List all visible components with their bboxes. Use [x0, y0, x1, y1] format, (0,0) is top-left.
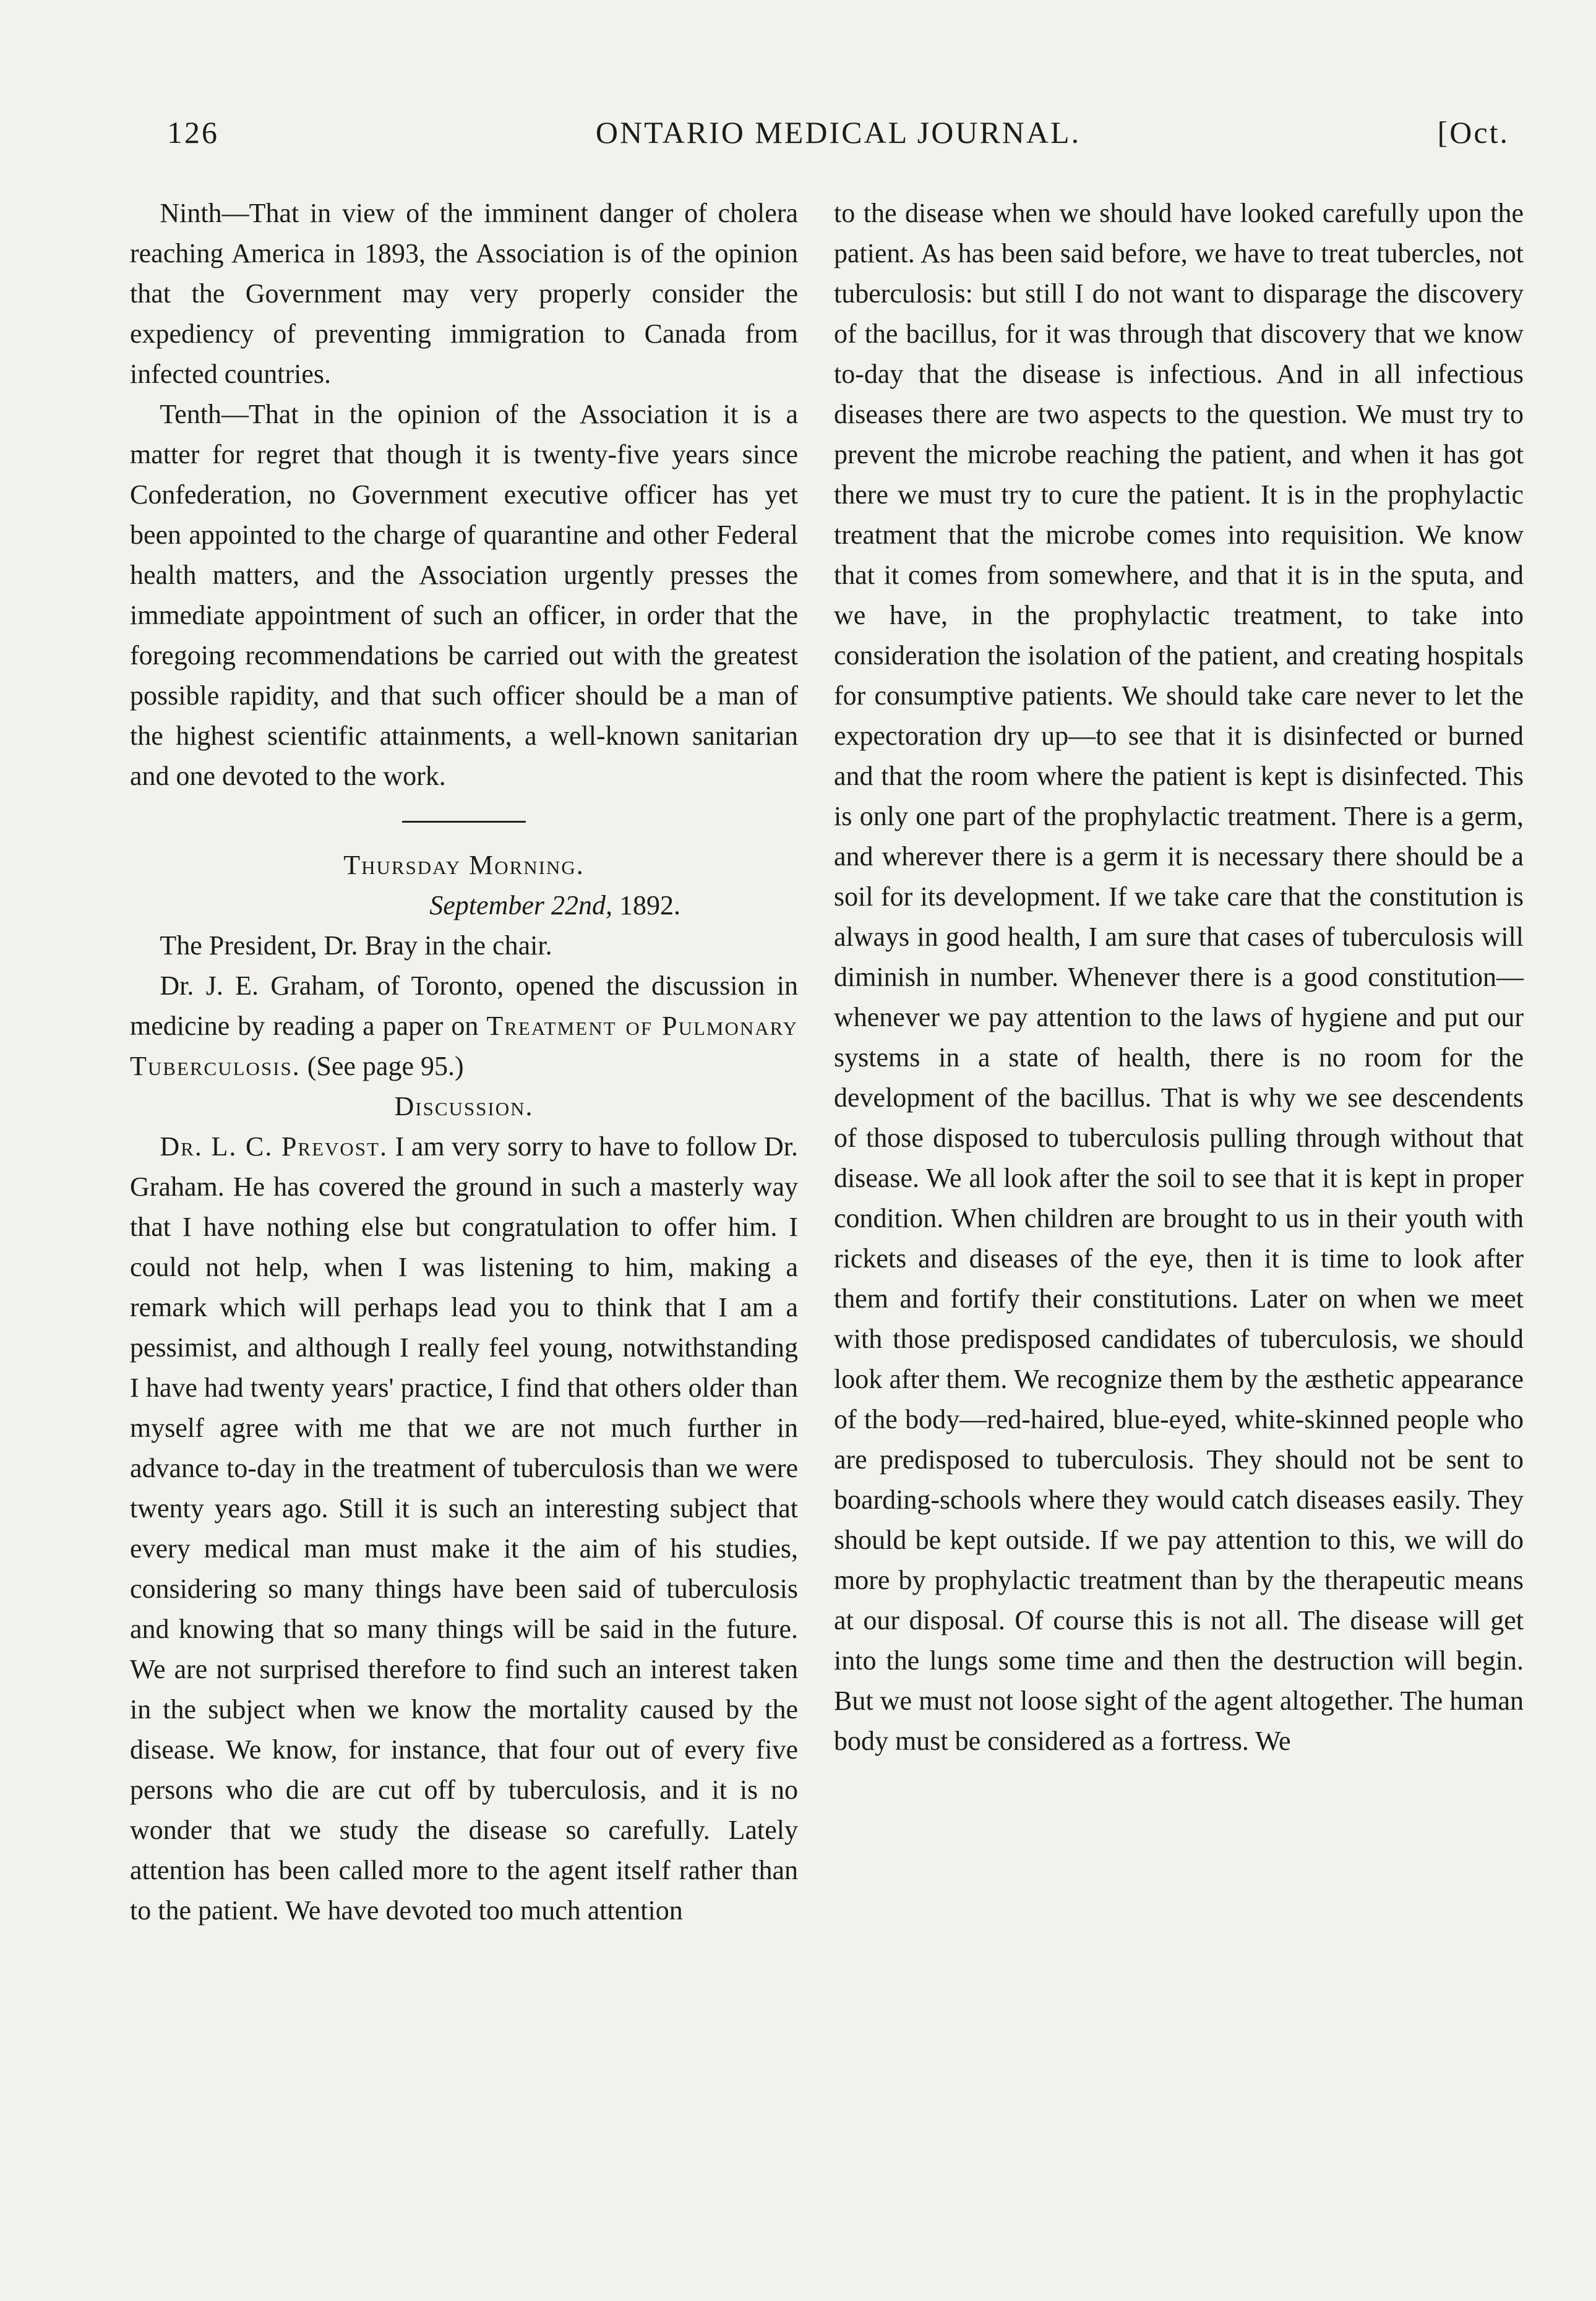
section-divider: [402, 821, 526, 823]
resolution-ninth: Ninth—That in view of the imminent danger of cholera reaching America in 1893, the Association is of the opinion that the Government may very properly consider the expediency of preventing immigration to Canada from infected countries.: [130, 198, 798, 389]
running-header: [167, 114, 1509, 164]
page-number: 126: [167, 115, 219, 150]
speaker-name: Dr. L. C. Prevost.: [160, 1131, 388, 1162]
session-date: [130, 885, 798, 925]
graham-paragraph: [130, 966, 798, 1086]
session-date-italic: September 22nd,: [429, 890, 612, 920]
right-column: [834, 193, 1524, 1761]
prevost-text: I am very sorry to have to follow Dr. Graham. He has covered the ground in such a masterly way that I have nothing else but congratulation to offer him. I could not help, when I was listening to him, making a remark which will perhaps lead you to think that I am a pessimist, and although I really feel young, notwithstanding I have had twenty years' practice, I find that others older than myself agree with me that we are not much further in advance to-day in the treatment of tuberculosis than we were twenty years ago. Still it is such an interesting subject that every medical man must make it the aim of his studies, considering so many things have been said of tuberculosis and knowing that so many things will be said in the future. We are not surprised therefore to find such an interest taken in the subject when we know the mortality caused by the disease. We know, for instance, that four out of every five persons who die are cut off by tuberculosis, and it is no wonder that we study the disease so carefully. Lately attention has been called more to the agent itself rather than to the patient. We have devoted too much attention: [130, 1131, 798, 1926]
session-date-year: 1892.: [612, 890, 680, 920]
graham-text-1: Dr. J. E. Graham, of Toronto, opened the discussion in medicine by reading a paper on: [130, 971, 798, 1041]
discussion-heading: Discussion.: [394, 1091, 534, 1121]
graham-text-2: (See page 95.): [300, 1051, 464, 1081]
session-heading: Thursday Morning.: [343, 850, 585, 880]
resolution-tenth: Tenth—That in the opinion of the Association it is a matter for regret that though it is twenty-five years since Confederation, no Government executive officer has yet been appointed to the charge of quarantine and other Federal health matters, and the Association urgently presses the immediate appointment of such an officer, in order that the foregoing recommendations be carried out with the greatest possible rapidity, and that such officer should be a man of the highest scientific attainments, a well-known sanitarian and one devoted to the work.: [130, 399, 798, 791]
paper-title: Treatment of Pulmonary Tuberculosis.: [130, 1011, 799, 1081]
prevost-continued: to the disease when we should have looked carefully upon the patient. As has been said before, we have to treat tubercles, not tuberculosis: but still I do not want to disparage the discovery of the bacillus, for it was through that discovery that we know to-day that the disease is infectious. And in all infectious diseases there are two aspects to the question. We must try to prevent the microbe reaching the patient, and when it has got there we must try to cure the patient. It is in the prophylactic treatment that the microbe comes into requisition. We know that it comes from somewhere, and that it is in the sputa, and we have, in the prophylactic treatment, to take into consideration the isolation of the patient, and creating hospitals for consumptive patients. We should take care never to let the expectoration dry up—to see that it is disinfected or burned and that the room where the patient is kept is disinfected. This is only one part of the prophylactic treatment. There is a germ, and wherever there is a germ it is necessary there should be a soil for its development. If we take care that the constitution is always in good health, I am sure that cases of tuberculosis will diminish in number. Whenever there is a good constitution—whenever we pay attention to the laws of hygiene and put our systems in a state of health, there is no room for the development of the bacillus. That is why we see descendents of those disposed to tuberculosis pulling through without that disease. We all look after the soil to see that it is kept in proper condition. When children are brought to us in their youth with rickets and diseases of the eye, then it is time to look after them and fortify their constitutions. Later on when we meet with those predisposed candidates of tuberculosis, we should look after them. We recognize them by the æsthetic appearance of the body—red-haired, blue-eyed, white-skinned people who are predisposed to tuberculosis. They should not be sent to boarding-schools where they would catch diseases easily. They should be kept outside. If we pay attention to this, we will do more by prophylactic treatment than by the therapeutic means at our disposal. Of course this is not all. The disease will get into the lungs some time and then the destruction will begin. But we must not loose sight of the agent altogether. The human body must be considered as a fortress. We: [834, 198, 1524, 1756]
journal-title: ONTARIO MEDICAL JOURNAL.: [595, 115, 1081, 150]
prevost-paragraph: [130, 1126, 798, 1930]
left-column: [130, 193, 798, 1930]
president-line: The President, Dr. Bray in the chair.: [160, 930, 552, 961]
issue-month: [Oct.: [1437, 115, 1509, 150]
